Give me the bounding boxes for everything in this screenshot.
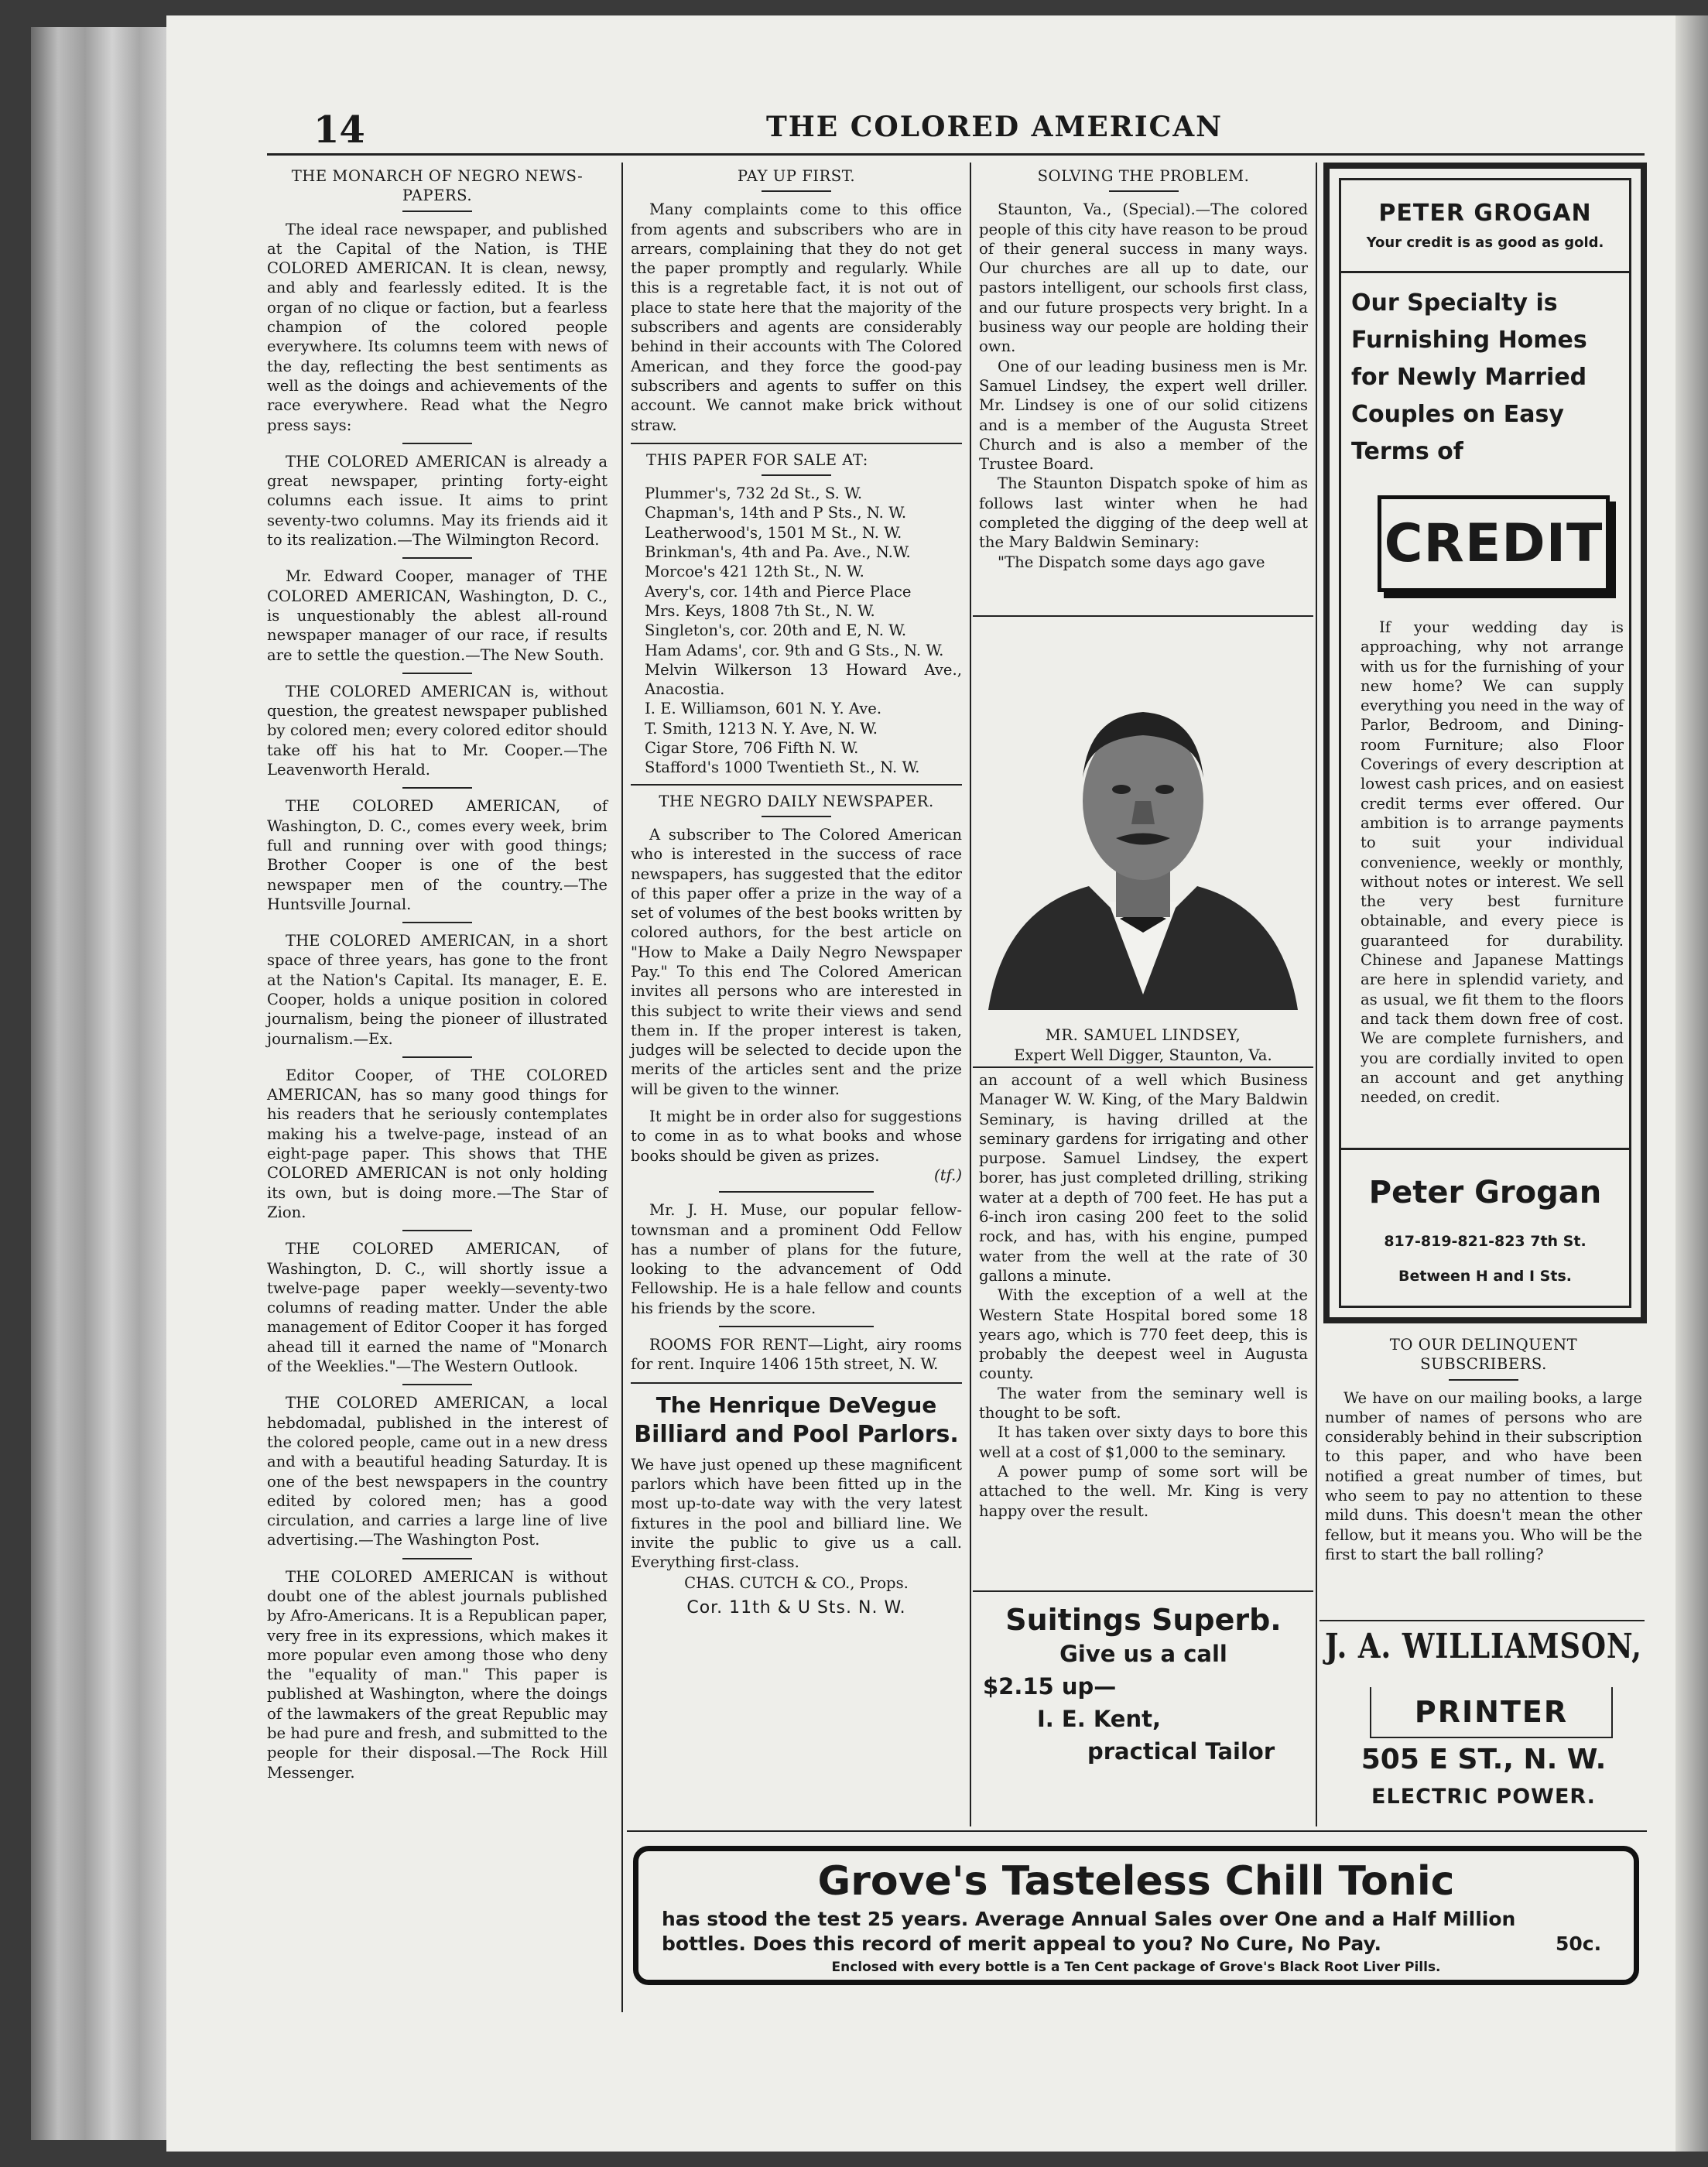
suitings-line-1: Give us a call (1059, 1641, 1227, 1667)
list-item: Morcoe's 421 12th St., N. W. (645, 563, 864, 581)
title-rule (402, 211, 472, 212)
suitings-top-rule (973, 1590, 1313, 1592)
list-item: Leatherwood's, 1501 M St., N. W. (645, 523, 902, 542)
printer-name: J. A. WILLIAMSON, (1325, 1627, 1642, 1666)
section-rule (631, 784, 962, 786)
article-title-monarch: THE MONARCH OF NEGRO NEWS-PAPERS. (291, 167, 584, 205)
column-3 (979, 166, 1308, 578)
suitings-tailor-title: practical Tailor (1087, 1738, 1275, 1765)
billiard-address: Cor. 11th & U Sts. N. W. (686, 1597, 906, 1618)
column-3-continued (979, 1070, 1308, 1521)
paragraph: A subscriber to The Colored American who is interested in the success of race newspapers, has suggested that the editor of this paper offer a prize in the way of a set of volumes of the best books written by colored authors, for the best article on "How to Make a Daily Negro Newspaper Pay." To this end The Colored American invites all persons who are interested in this subject to write their views and send them in. If the proper interest is taken, judges will be selected to decide upon the merits of the articles sent and the prize will be given to the winner. (631, 825, 962, 1098)
divider (719, 1191, 874, 1193)
paragraph: THE COLORED AMERICAN is without doubt one of the ablest journals published by Afro-Americans. It is a Republican paper, very free in its expressions, which makes it more popular even among those who deny the "equality of man." This paper is published at Washington, where the doings of the lawmakers of the great Republic may be had pure and fresh, and submitted to the people for their disposal.—The Rock Hill Messenger. (267, 1567, 608, 1782)
list-item: Melvin Wilkerson 13 Howard Ave., Anacostia. (645, 660, 962, 699)
divider (402, 443, 472, 444)
divider (402, 1558, 472, 1559)
grove-line-2: bottles. Does this record of merit appeal to you? No Cure, No Pay. (662, 1932, 1382, 1955)
masthead: THE COLORED AMERICAN (766, 111, 1224, 143)
title-rule (762, 474, 831, 476)
paragraph: THE COLORED AMERICAN, of Washington, D. C., will shortly issue a twelve-page paper weekly—seventy-two columns of reading matter. Under the able management of Editor Cooper it has forged ahead till it earned the name of "Monarch of the Weeklies."—The Western Outlook. (267, 1240, 608, 1376)
grove-price: 50c. (1556, 1932, 1602, 1955)
list-item: I. E. Williamson, 601 N. Y. Ave. (645, 700, 882, 718)
portrait-caption-title: Expert Well Digger, Staunton, Va. (1014, 1046, 1272, 1064)
billiard-text: We have just opened up these magnificent parlors which have been fitted up in the most up-to-date way with the very latest fixtures in the pool and billiard line. We invite the public to give us a call. Everything first-class. (631, 1455, 962, 1572)
list-item: Brinkman's, 4th and Pa. Ave., N.W. (645, 543, 911, 562)
article-title-daily: THE NEGRO DAILY NEWSPAPER. (659, 792, 934, 810)
list-item: Singleton's, cor. 20th and E, N. W. (645, 621, 907, 640)
paragraph: We have on our mailing books, a large number of names of persons who are considerably behind in their subscription to this paper, and who have been notified a great number of times, but who seem to pay no attention to these mild duns. This doesn't mean the other fellow, but it means you. Who will be the first to start the ball rolling? (1325, 1388, 1642, 1563)
title-rule (1449, 1379, 1518, 1381)
billiard-props: CHAS. CUTCH & CO., Props. (684, 1574, 909, 1593)
list-item: Cigar Store, 706 Fifth N. W. (645, 739, 859, 758)
title-rule (1109, 190, 1179, 192)
grove-top-rule (627, 1830, 1647, 1832)
divider (402, 1056, 472, 1058)
suitings-price: $2.15 up— (983, 1673, 1117, 1700)
paragraph: It has taken over sixty days to bore this well at a cost of $1,000 to the seminary. (979, 1423, 1308, 1461)
grove-line-1: has stood the test 25 years. Average Annual Sales over One and a Half Million (662, 1908, 1516, 1930)
paragraph: One of our leading business men is Mr. Samuel Lindsey, the expert well driller. Mr. Lindsey is one of our solid citizens and is a member of the Augusta Street Church and is also a member of the Trustee Board. (979, 357, 1308, 474)
section-rule (631, 1382, 962, 1384)
list-item: Ham Adams', cor. 9th and G Sts., N. W. (645, 641, 944, 659)
sale-title: THIS PAPER FOR SALE AT: (646, 450, 868, 469)
paragraph: With the exception of a well at the Western State Hospital bored some 18 years ago, which is 770 feet deep, this is probably the deepest weel in Augusta county. (979, 1286, 1308, 1383)
paragraph: Many complaints come to this office from agents and subscribers who are in arrears, complaining that they do not get the paper promptly and regularly. While this is a regretable fact, it is not out of place to state here that the majority of the subscribers and agents are considerably behind in their accounts with The Colored American, and they force the good-pay subscribers and agents to suffer on this account. We cannot make brick without straw. (631, 200, 962, 434)
printer-address: 505 E ST., N. W. (1361, 1744, 1607, 1775)
grogan-name: PETER GROGAN (1378, 200, 1592, 227)
printer-power: ELECTRIC POWER. (1371, 1785, 1596, 1809)
printer-word: PRINTER (1370, 1687, 1613, 1738)
paragraph: The water from the seminary well is thought to be soft. (979, 1384, 1308, 1422)
paragraph: The Staunton Dispatch spoke of him as follows last winter when he had completed the digging of the deep well at the Mary Baldwin Seminary: (979, 474, 1308, 552)
grogan-between: Between H and I Sts. (1398, 1268, 1572, 1285)
portrait-illustration (973, 631, 1313, 1018)
divider (402, 922, 472, 923)
column-rule-1 (621, 163, 623, 2012)
grogan-name-2: Peter Grogan (1368, 1175, 1602, 1210)
printer-top-rule (1320, 1620, 1645, 1621)
portrait-top-rule (973, 615, 1313, 617)
title-rule (762, 190, 831, 192)
column-4-delinquent (1325, 1335, 1642, 1572)
paragraph: Editor Cooper, of THE COLORED AMERICAN, has so many good things for his readers that he seriously contemplates making his a twelve-page, instead of an eight-page paper. This shows that THE COLORED AMERICAN is not only holding its own, but is doing more.—The Star of Zion. (267, 1066, 608, 1221)
grogan-rule (1339, 271, 1631, 273)
paragraph: THE COLORED AMERICAN is, without question, the greatest newspaper published by colored men; every colored editor should take off his hat to Mr. Cooper.—The Leavenworth Herald. (267, 682, 608, 779)
paragraph: Mr. Edward Cooper, manager of THE COLORED AMERICAN, Washington, D. C., is unquestionably the ablest all-round newspaper manager of our race, if results are to settle the question.—The New South. (267, 567, 608, 664)
grogan-address: 817-819-821-823 7th St. (1384, 1233, 1586, 1250)
divider (402, 1230, 472, 1231)
billiard-subtitle: Billiard and Pool Parlors. (634, 1420, 959, 1448)
suitings-ad (979, 1602, 1308, 1768)
article-mark: (tf.) (934, 1166, 962, 1184)
page-edge (1675, 15, 1708, 2152)
book-spine (31, 27, 166, 2140)
portrait-frame (973, 615, 1313, 1072)
portrait-bottom-rule (973, 1066, 1313, 1068)
column-rule-3 (1316, 163, 1317, 1826)
grove-title: Grove's Tasteless Chill Tonic (817, 1858, 1455, 1905)
paragraph: "The Dispatch some days ago gave (998, 553, 1265, 571)
credit-box: CREDIT (1378, 495, 1610, 592)
article-title-payup: PAY UP FIRST. (737, 167, 856, 185)
paragraph: The ideal race newspaper, and published at the Capital of the Nation, is THE COLORED AMERICAN. It is clean, newsy, and ably and fearlessly edited. It is the organ of no clique or faction, but a fearless champion of the colored people everywhere. Its columns teem with news of the day, reflecting the best sentiments as well as the doings and achievements of the race everywhere. Read what the Negro press says: (267, 220, 608, 434)
grogan-ad (1323, 163, 1647, 1323)
page-number: 14 (313, 108, 365, 152)
column-rule-2 (970, 163, 971, 1826)
list-item: Mrs. Keys, 1808 7th St., N. W. (645, 601, 875, 620)
grogan-specialty: Our Specialty is Furnishing Homes for Newly Married Couples on Easy Terms of (1351, 289, 1587, 465)
paragraph: an account of a well which Business Manager W. W. King, of the Mary Baldwin Seminary, is having drilled at the seminary gardens for irrigating and other purpose. Samuel Lindsey, the expert borer, has just completed drilling, striking water at a depth of 700 feet. He has put a 6-inch iron casing 200 feet to the solid rock, and has, with his engine, pumped water from the well at the rate of 30 gallons a minute. (979, 1071, 1308, 1285)
rooms-for-rent: ROOMS FOR RENT—Light, airy rooms for rent. Inquire 1406 15th street, N. W. (631, 1336, 962, 1374)
column-2 (631, 166, 962, 1618)
paragraph: Staunton, Va., (Special).—The colored people of this city have reason to be proud of their general success in many ways. Our churches are all up to date, our pastors intelligent, our schools first class, and our future prospects very bright. In a business way our people are holding their own. (979, 200, 1308, 356)
divider (402, 673, 472, 674)
divider (402, 787, 472, 789)
header-rule (267, 153, 1645, 156)
paragraph: THE COLORED AMERICAN, of Washington, D. C., comes every week, brim full and running over with good things; Brother Cooper is one of the best newspaper men of the country.—The Huntsville Journal. (267, 797, 608, 913)
divider (402, 557, 472, 559)
divider (402, 1384, 472, 1385)
suitings-tailor-name: I. E. Kent, (1037, 1706, 1161, 1732)
paragraph: It might be in order also for suggestions to come in as to what books and whose books should be given as prizes. (631, 1107, 962, 1165)
list-item: Stafford's 1000 Twentieth St., N. W. (645, 758, 920, 777)
title-rule (762, 816, 831, 817)
list-item: Avery's, cor. 14th and Pierce Place (645, 582, 912, 601)
suitings-title: Suitings Superb. (1005, 1603, 1282, 1637)
paragraph: A power pump of some sort will be attached to the well. Mr. King is very happy over the result. (979, 1462, 1308, 1520)
grogan-body: If your wedding day is approaching, why not arrange with us for the furnishing of your new home? We can supply everything you need in the way of Parlor, Bedroom, and Dining-room Furniture; also Floor Coverings of every description at lowest cash prices, and on easiest credit terms ever offered. Our ambition is to arrange payments to suit your individual convenience, weekly or monthly, without notes or interest. We sell the very best furniture obtainable, and every piece is guaranteed for durability. Chinese and Japanese Mattings are here in splendid variety, and as usual, we fit them to the floors and tack them down free of cost. We are complete furnishers, and you are cordially invited to open an account and get anything needed, on credit. (1361, 618, 1624, 1107)
column-1 (267, 166, 608, 1790)
grogan-rule-2 (1339, 1148, 1631, 1150)
paragraph: Mr. J. H. Muse, our popular fellow-townsman and a prominent Odd Fellow has a number of plans for the future, looking to the advancement of Odd Fellowship. He is a hale fellow and counts his friends by the score. (631, 1201, 962, 1317)
list-item: Plummer's, 732 2d St., S. W. (645, 484, 863, 503)
grove-ad (633, 1846, 1639, 1985)
section-rule (631, 443, 962, 444)
grogan-tagline: Your credit is as good as gold. (1366, 235, 1604, 251)
list-item: T. Smith, 1213 N. Y. Ave, N. W. (645, 719, 878, 738)
paragraph: THE COLORED AMERICAN is already a great newspaper, printing forty-eight columns each issue. It aims to print seventy-two columns. May its friends aid it to its realization.—The Wilmington Record. (267, 452, 608, 549)
billiard-title: The Henrique DeVegue (655, 1392, 937, 1418)
paragraph: THE COLORED AMERICAN, a local hebdomadal, published in the interest of the colored people, came out in a new dress and with a beautiful heading Saturday. It is one of the best newspapers in the country edited by colored men; has a good circulation, and carries a large line of live advertising.—The Washington Post. (267, 1394, 608, 1549)
portrait-caption-name: MR. SAMUEL LINDSEY, (1045, 1026, 1241, 1044)
grove-line-3: Enclosed with every bottle is a Ten Cent package of Grove's Black Root Liver Pills. (831, 1960, 1441, 1975)
paragraph: THE COLORED AMERICAN, in a short space of three years, has gone to the front at the Nation's Capital. Its manager, E. E. Cooper, holds a unique position in colored journalism, being the pioneer of illustrated journalism.—Ex. (267, 932, 608, 1048)
list-item: Chapman's, 14th and P Sts., N. W. (645, 504, 907, 522)
article-title-delinquent: TO OUR DELINQUENT SUBSCRIBERS. (1389, 1336, 1578, 1374)
divider (719, 1326, 874, 1327)
sale-list (631, 484, 962, 777)
article-title-solving: SOLVING THE PROBLEM. (1037, 167, 1250, 185)
